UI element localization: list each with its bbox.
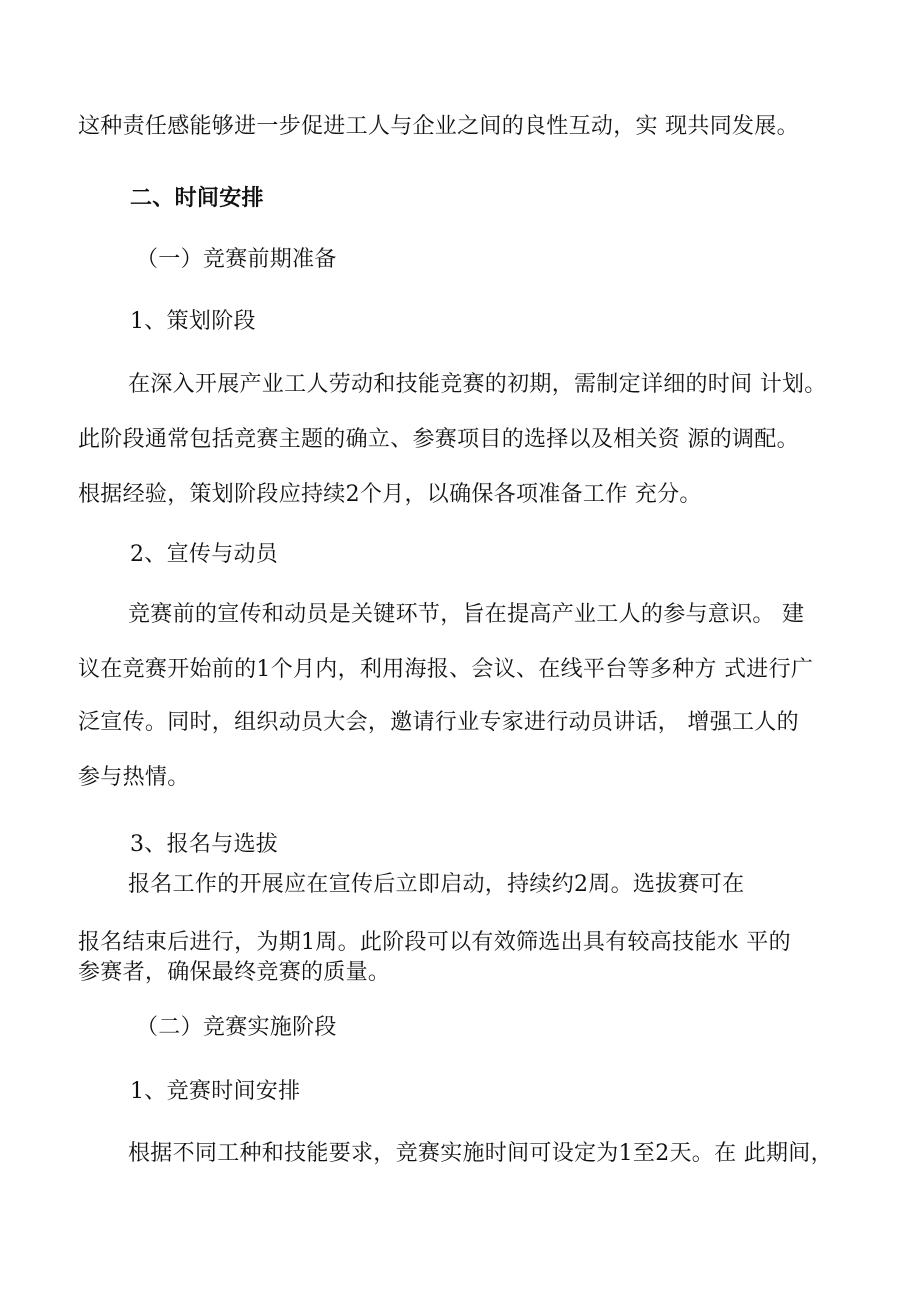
publicity-paragraph-line-1: 竞赛前的宣传和动员是关键环节，旨在提高产业工人的参与意识。 建 [128, 602, 805, 627]
publicity-paragraph-line-3: 泛宣传。同时，组织动员大会，邀请行业专家进行动员讲话， 增强工人的 [78, 710, 799, 735]
planning-paragraph-line-3: 根据经验，策划阶段应持续2个月，以确保各项准备工作 充分。 [78, 482, 702, 507]
registration-paragraph-line-2: 报名结束后进行，为期1周。此阶段可以有效筛选出具有较高技能水 平的 [78, 930, 791, 955]
item-heading-planning: 1、策划阶段 [130, 309, 256, 334]
registration-paragraph-line-3: 参赛者，确保最终竞赛的质量。 [78, 960, 391, 985]
publicity-paragraph-line-2: 议在竞赛开始前的1个月内，利用海报、会议、在线平台等多种方 式进行广 [78, 657, 814, 682]
publicity-paragraph-line-4: 参与热情。 [78, 765, 190, 790]
item-heading-publicity: 2、宣传与动员 [130, 542, 279, 567]
planning-paragraph-line-1: 在深入开展产业工人劳动和技能竞赛的初期，需制定详细的时间 计划。 [128, 372, 827, 397]
subsection-heading-preparation: （一）竞赛前期准备 [136, 247, 337, 272]
registration-paragraph-line-1: 报名工作的开展应在宣传后立即启动，持续约2周。选拔赛可在 [128, 872, 745, 897]
intro-paragraph-line: 这种责任感能够进一步促进工人与企业之间的良性互动，实 现共同发展。 [78, 114, 799, 139]
item-heading-registration: 3、报名与选拔 [130, 832, 279, 857]
section-heading-time-arrangement: 二、时间安排 [130, 185, 264, 211]
item-heading-schedule: 1、竞赛时间安排 [130, 1079, 301, 1104]
planning-paragraph-line-2: 此阶段通常包括竞赛主题的确立、参赛项目的选择以及相关资 源的调配。 [78, 427, 799, 452]
schedule-paragraph-line-1: 根据不同工种和技能要求，竞赛实施时间可设定为1至2天。在 此期间， [128, 1141, 833, 1166]
subsection-heading-implementation: （二）竞赛实施阶段 [136, 1015, 337, 1040]
